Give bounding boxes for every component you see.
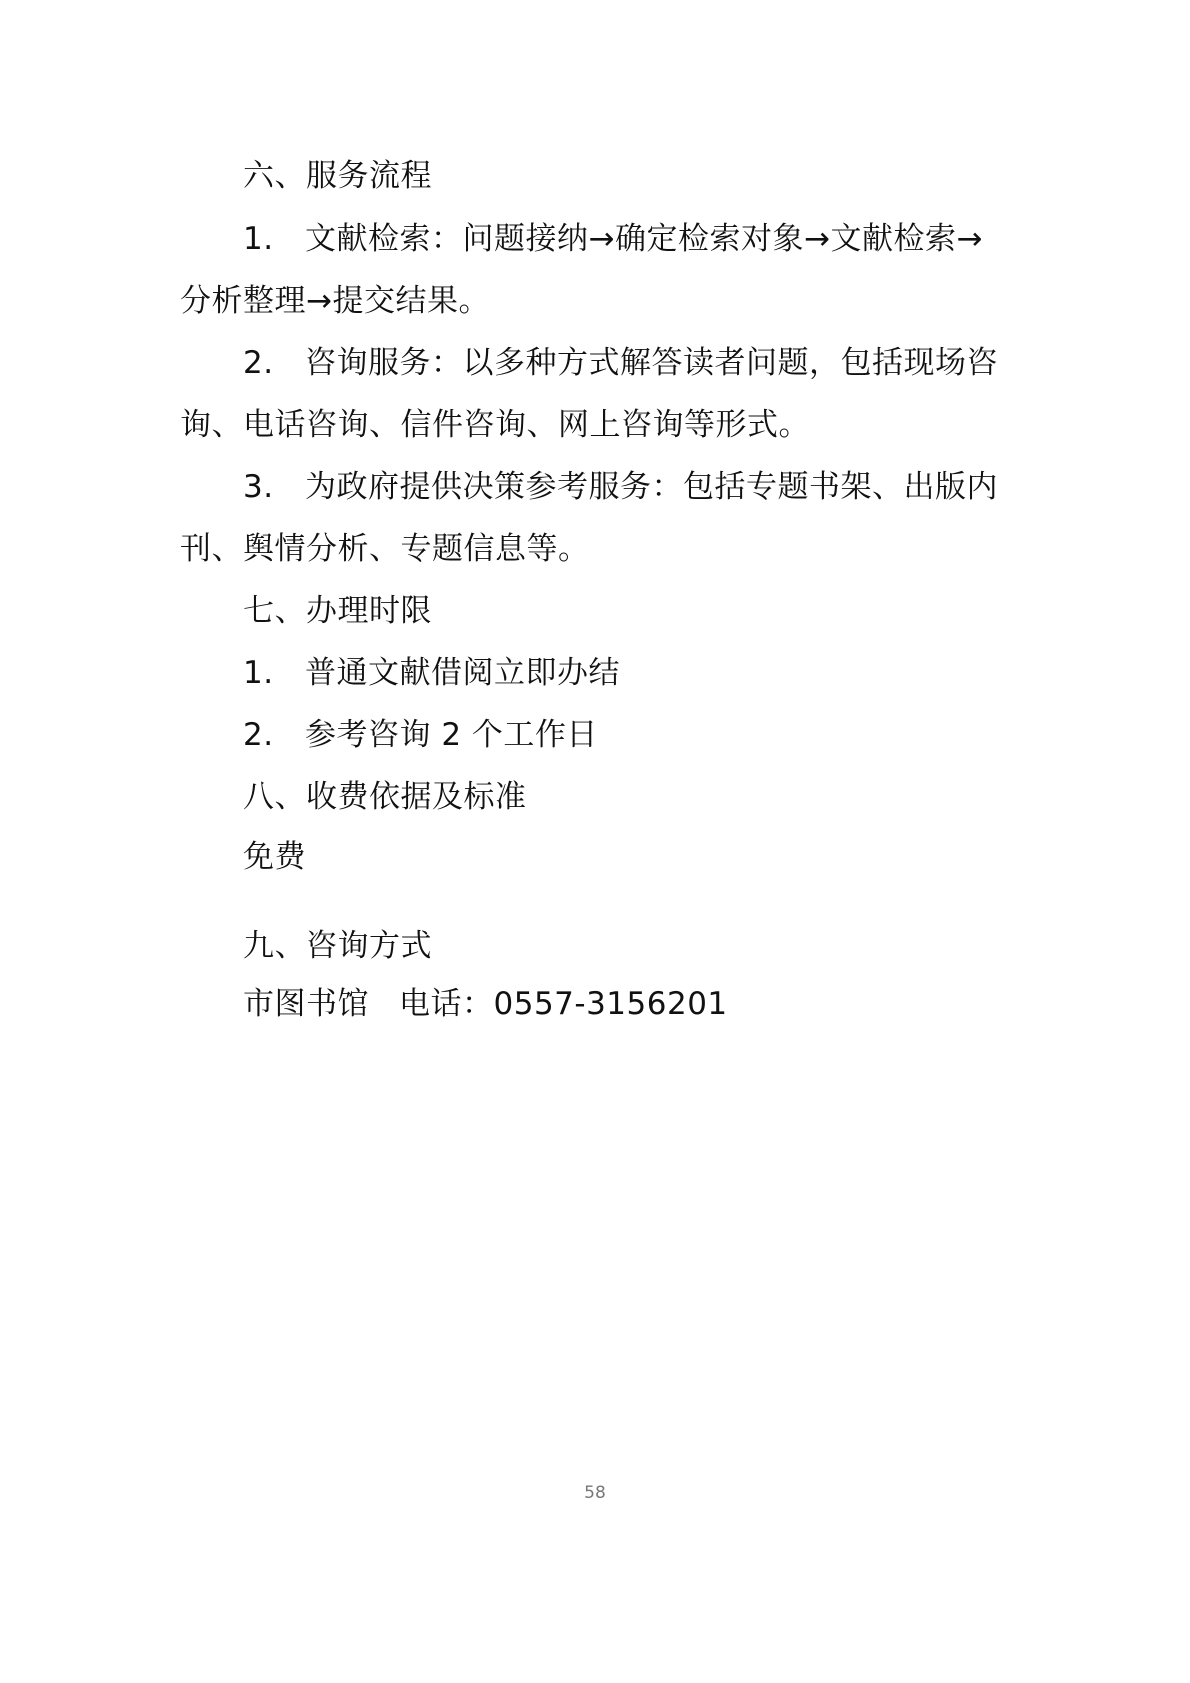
- contact-phone: 电话：0557-3156201: [399, 986, 728, 1022]
- item-text: 为政府提供决策参考服务：包括专题书架、出版内: [305, 469, 998, 505]
- item-continuation: 分析整理→提交结果。: [180, 283, 490, 319]
- item-text: 参考咨询 2 个工作日: [305, 717, 598, 753]
- item-number: 1.: [243, 221, 274, 257]
- section-7-heading: 七、办理时限: [243, 593, 432, 629]
- section-6-heading: 六、服务流程: [243, 158, 432, 194]
- list-item: [243, 219, 983, 259]
- item-text: 普通文献借阅立即办结: [305, 655, 620, 691]
- list-item: [243, 343, 998, 383]
- page-number: 58: [584, 1483, 606, 1503]
- list-item: [243, 467, 998, 507]
- contact-org: 市图书馆: [243, 986, 369, 1022]
- contact-line: [243, 984, 728, 1024]
- item-number: 3.: [243, 469, 274, 505]
- item-continuation: 刊、舆情分析、专题信息等。: [180, 531, 590, 567]
- item-number: 1.: [243, 655, 274, 691]
- section-8-heading: 八、收费依据及标准: [243, 779, 527, 815]
- item-number: 2.: [243, 345, 274, 381]
- item-continuation: 询、电话咨询、信件咨询、网上咨询等形式。: [180, 407, 810, 443]
- item-text: 文献检索：问题接纳→确定检索对象→文献检索→: [305, 221, 983, 257]
- list-item: [243, 715, 598, 755]
- section-9-heading: 九、咨询方式: [243, 928, 432, 964]
- list-item: [243, 653, 620, 693]
- item-number: 2.: [243, 717, 274, 753]
- fee-text: 免费: [243, 839, 306, 875]
- item-text: 咨询服务：以多种方式解答读者问题，包括现场咨: [305, 345, 998, 381]
